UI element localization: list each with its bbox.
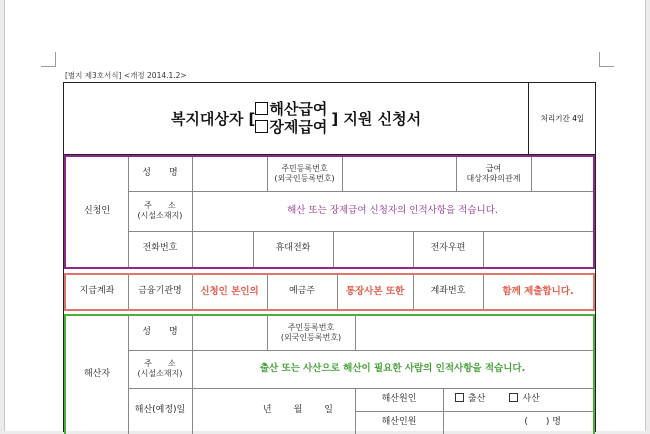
checkbox-icon[interactable] bbox=[455, 393, 464, 402]
payment-label: 지급계좌 bbox=[79, 286, 115, 297]
title-row bbox=[64, 83, 595, 155]
account-label: 계좌번호 bbox=[430, 286, 466, 297]
rrn-label: 주민등록번호 (외국인등록번호) bbox=[274, 164, 335, 183]
checkbox-icon[interactable] bbox=[255, 102, 268, 115]
cause-option-stillbirth[interactable]: 사산 bbox=[509, 393, 539, 405]
depositor-label: 예금주 bbox=[288, 286, 316, 297]
phone-label: 전화번호 bbox=[142, 243, 178, 254]
relation-label: 급여 대상자와의관계 bbox=[466, 164, 521, 183]
margin-mark-top-right bbox=[599, 52, 614, 67]
mother-name-label: 성 명 bbox=[142, 327, 178, 338]
cause-label: 해산원인 bbox=[381, 393, 417, 404]
mother-name-field[interactable] bbox=[192, 316, 267, 350]
applicant-label: 신청인 bbox=[83, 206, 111, 217]
form-number: [별지 제3호서식] <개정 2014.1.2> bbox=[65, 71, 187, 80]
depositor-field[interactable]: 통장사본 또한 bbox=[345, 286, 405, 298]
payment-section bbox=[64, 273, 595, 311]
cause-option-birth[interactable]: 출산 bbox=[455, 393, 485, 405]
cause-options bbox=[443, 388, 593, 411]
checkbox-icon[interactable] bbox=[509, 393, 518, 402]
count-label: 해산인원 bbox=[381, 416, 417, 427]
bank-label: 금융기관명 bbox=[138, 286, 182, 297]
application-form bbox=[63, 82, 596, 432]
email-label: 전자우편 bbox=[430, 243, 466, 254]
document-page bbox=[4, 0, 646, 431]
name-field[interactable] bbox=[192, 157, 267, 191]
mother-address-notice[interactable]: 출산 또는 사산으로 해산이 필요한 사람의 인적사항을 적습니다. bbox=[259, 363, 526, 375]
margin-mark-top-left bbox=[41, 52, 56, 67]
rrn-field[interactable] bbox=[342, 157, 456, 191]
processing-period: 처리기간 4일 bbox=[528, 83, 596, 154]
mother-rrn-label: 주민등록번호 (외국인등록번호) bbox=[280, 323, 342, 342]
mother-section bbox=[64, 314, 595, 434]
title-options bbox=[255, 101, 327, 136]
option-birth-benefit[interactable]: 해산급여 bbox=[255, 101, 327, 118]
birth-date-field[interactable]: 년 월 일 bbox=[262, 405, 333, 416]
mother-address-label: 주 소 (시설소재지) bbox=[137, 359, 183, 378]
relation-field[interactable] bbox=[531, 157, 593, 191]
address-notice[interactable]: 해산 또는 장제급여 신청자의 인적사항을 적습니다. bbox=[287, 205, 498, 217]
address-label: 주 소 (시설소재지) bbox=[137, 201, 183, 220]
email-field[interactable] bbox=[483, 231, 593, 267]
title-prefix: 복지대상자 [ bbox=[170, 110, 256, 128]
form-title bbox=[64, 83, 528, 154]
mother-label: 해산자 bbox=[83, 369, 111, 380]
checkbox-icon[interactable] bbox=[255, 120, 268, 133]
bank-field[interactable]: 신청인 본인의 bbox=[200, 286, 259, 298]
phone-field[interactable] bbox=[192, 231, 253, 267]
option-funeral-benefit[interactable]: 장제급여 bbox=[255, 119, 327, 136]
title-suffix: ] 지원 신청서 bbox=[331, 110, 422, 128]
applicant-section bbox=[64, 155, 595, 269]
mother-rrn-field[interactable] bbox=[355, 316, 593, 350]
birth-date-label: 해산(예정)일 bbox=[134, 405, 186, 416]
mobile-field[interactable] bbox=[333, 231, 413, 267]
count-field[interactable]: ( ) 명 bbox=[524, 416, 561, 427]
name-label: 성 명 bbox=[142, 168, 178, 179]
mobile-label: 휴대전화 bbox=[275, 243, 311, 254]
account-field[interactable]: 함께 제출합니다. bbox=[502, 286, 574, 298]
